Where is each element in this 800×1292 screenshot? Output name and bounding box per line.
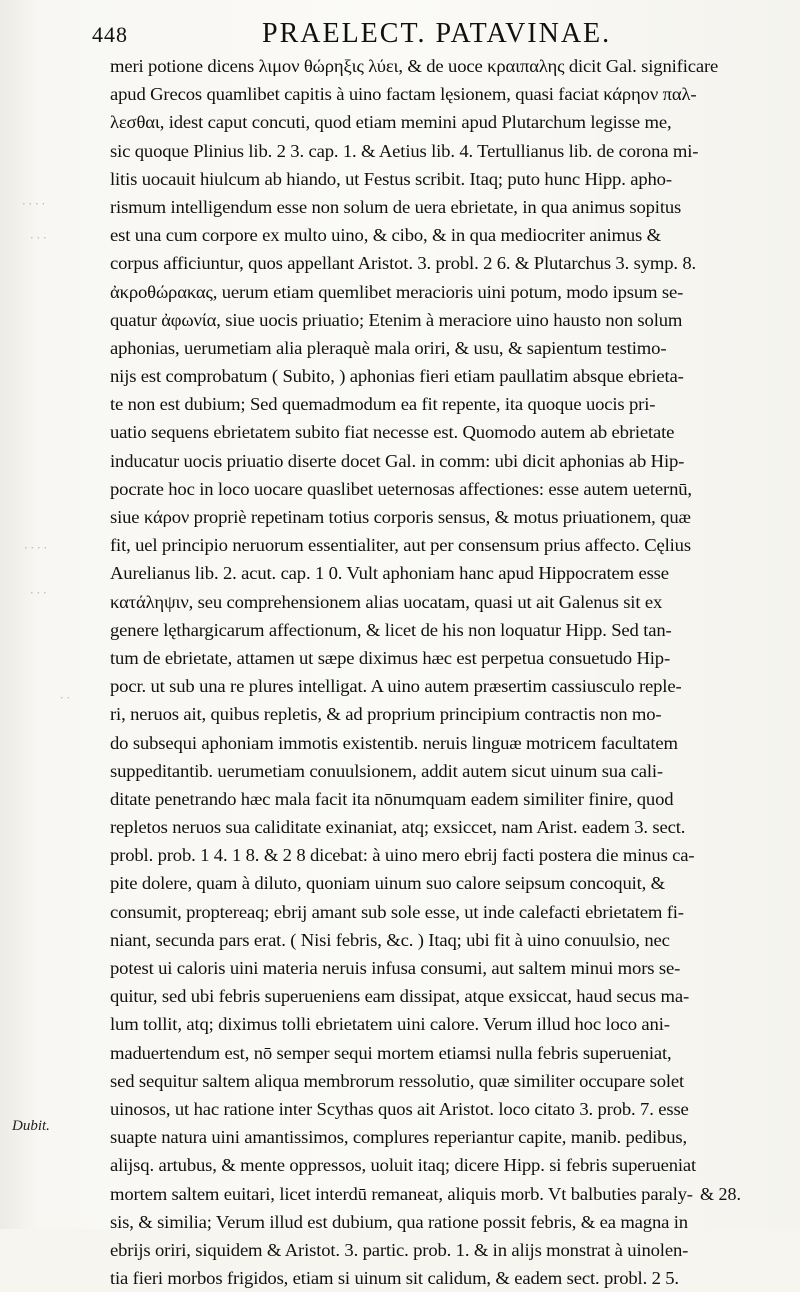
text-line: suapte natura uini amantissimos, complures reperiantur capite, manib. pedibus, xyxy=(110,1127,687,1148)
text-line: ditate penetrando hæc mala facit ita nōnumquam eadem similiter finire, quod xyxy=(110,788,674,809)
text-line: alijsq. artubus, & mente oppressos, uoluit itaq; dicere Hipp. si febris superueniat xyxy=(110,1155,697,1176)
text-line: corpus afficiuntur, quos appellant Aristot. 3. probl. 2 6. & Plutarchus 3. symp. 8. xyxy=(110,253,697,274)
text-line: litis uocauit hiulcum ab hiando, ut Festus scribit. Itaq; puto hunc Hipp. apho- xyxy=(110,168,672,189)
text-line: lum tollit, atq; diximus tolli ebrietatem uini calore. Verum illud hoc loco ani- xyxy=(110,1014,670,1035)
text-line: consumit, proptereaq; ebrij amant sub sole esse, ut inde calefacti ebrietatem fi- xyxy=(110,901,684,922)
text-line: repletos neruos sua caliditate exinaniat, atq; exsiccet, nam Arist. eadem 3. sect. xyxy=(110,817,686,838)
text-line: tia fieri morbos frigidos, etiam si uinum sit calidum, & eadem sect. probl. 2 5. xyxy=(110,1268,679,1289)
text-line: sic quoque Plinius lib. 2 3. cap. 1. & Aetius lib. 4. Tertullianus lib. de corona mi- xyxy=(110,140,699,161)
text-line: uinosos, ut hac ratione inter Scythas quos ait Aristot. loco citato 3. prob. 7. esse xyxy=(110,1098,689,1119)
text-line: siue κάρον propriè repetinam totius corporis sensus, & motus priuationem, quæ xyxy=(110,507,691,527)
margin-note-dubit: Dubit. xyxy=(12,1118,50,1134)
running-head: PRAELECT. PATAVINAE. xyxy=(262,18,612,49)
text-line: uatio sequens ebrietatem subito fiat necesse est. Quomodo autem ab ebrietate xyxy=(110,422,675,443)
text-line: λεσθαι, idest caput concuti, quod etiam memini apud Plutarchum legisse me, xyxy=(110,112,672,133)
text-line: ebrijs oriri, siquidem & Aristot. 3. partic. prob. 1. & in alijs monstrat à uinolen- xyxy=(110,1239,689,1260)
text-line: suppeditantib. uerumetiam conuulsionem, addit autem sicut uinum sua cali- xyxy=(110,760,663,781)
text-line: mortem saltem euitari, licet interdū remaneat, aliquis morb. Vt balbuties paraly- xyxy=(110,1183,693,1204)
text-line: ri, neruos ait, quibus repletis, & ad proprium principium contractis non mo- xyxy=(110,704,662,725)
text-line: nijs est comprobatum ( Subito, ) aphonias fieri etiam paullatim absque ebrieta- xyxy=(110,366,684,387)
text-line: sed sequitur saltem aliqua membrorum ressolutio, quæ similiter occupare solet xyxy=(110,1070,685,1091)
text-line: potest ui caloris uini materia neruis infusa consumi, aut saltem minui mors se- xyxy=(110,958,681,978)
margin-notes xyxy=(0,0,100,1229)
text-line: quatur ἀφωνία, siue uocis priuatio; Etenim à meraciore uino hausto non solum xyxy=(110,309,683,330)
catchword: & 28. xyxy=(700,1184,742,1204)
text-line: inducatur uocis priuatio diserte docet Gal. in comm: ubi dicit aphonias ab Hip- xyxy=(110,450,685,471)
text-line: pite dolere, quam à diluto, quoniam uinum suo calore seipsum concoquit, & xyxy=(110,873,666,894)
page-header xyxy=(92,18,772,54)
text-line: tum de ebrietate, attamen ut sæpe diximus hæc est perpetua consuetudo Hip- xyxy=(110,647,671,668)
text-line: maduertendum est, nō semper sequi mortem etiamsi nulla febris superueniat, xyxy=(110,1042,672,1063)
margin-note-faded: · · · xyxy=(30,585,47,600)
text-line: fit, uel principio neruorum essentialiter, aut per consensum prius affecto. Cęlius xyxy=(110,535,691,556)
page-number: 448 xyxy=(92,22,128,47)
text-line: ἀκροθώρακας, uerum etiam quemlibet meracioris uini potum, modo ipsum se- xyxy=(110,281,684,302)
text-line: pocr. ut sub una re plures intelligat. A uino autem præsertim cassiusculo reple- xyxy=(110,676,682,697)
body-text xyxy=(110,52,770,1292)
text-line: do subsequi aphoniam immotis existentib. neruis linguæ motricem facultatem xyxy=(110,732,678,753)
margin-note-faded: · · · xyxy=(30,230,47,245)
text-line: niant, secunda pars erat. ( Nisi febris, &c. ) Itaq; ubi fit à uino conuulsio, nec xyxy=(110,929,670,950)
text-line: genere lęthargicarum affectionum, & licet de his non loquatur Hipp. Sed tan- xyxy=(110,619,672,640)
margin-note-faded: · · xyxy=(60,690,70,705)
text-line: pocrate hoc in loco uocare quaslibet ueternosas affectiones: esse autem ueternū, xyxy=(110,478,692,499)
text-line: κατάληψιν, seu comprehensionem alias uocatam, quasi ut ait Galenus sit ex xyxy=(110,591,663,612)
text-line: te non est dubium; Sed quemadmodum ea fit repente, ita quoque uocis pri- xyxy=(110,394,656,415)
text-line: est una cum corpore ex multo uino, & cibo, & in qua mediocriter animus & xyxy=(110,225,662,246)
text-line: quitur, sed ubi febris superueniens eam dissipat, atque exsiccat, haud secus ma- xyxy=(110,986,690,1007)
text-line: aphonias, uerumetiam alia pleraquè mala oriri, & usu, & sapientum testimo- xyxy=(110,337,667,358)
text-line: Aurelianus lib. 2. acut. cap. 1 0. Vult aphoniam hanc apud Hippocratem esse xyxy=(110,563,669,584)
text-line: apud Grecos quamlibet capitis à uino factam lęsionem, quasi faciat κάρηον παλ- xyxy=(110,84,697,105)
text-line: sis, & similia; Verum illud est dubium, qua ratione possit febris, & ea magna in xyxy=(110,1211,688,1232)
text-line: probl. prob. 1 4. 1 8. & 2 8 dicebat: à uino mero ebrij facti postera die minus ca- xyxy=(110,845,695,866)
margin-note-faded: · · · · xyxy=(24,540,47,555)
margin-note-faded: · · · · xyxy=(22,196,45,211)
text-line: rismum intelligendum esse non solum de uera ebrietate, in qua animus sopitus xyxy=(110,196,682,217)
text-line: meri potione dicens λιμον θώρηξις λύει, & de uoce κραιπαλης dicit Gal. significare xyxy=(110,56,719,76)
